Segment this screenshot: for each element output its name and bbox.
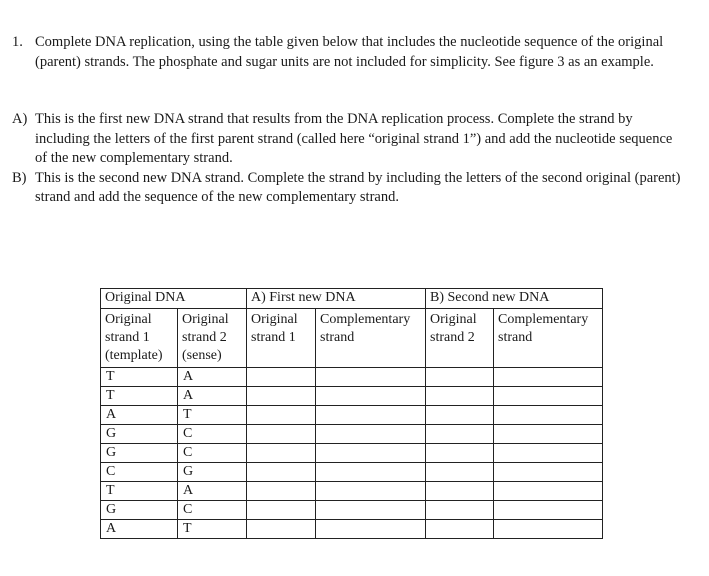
a-complementary-strand-cell[interactable]: [316, 425, 426, 444]
original-strand-2-cell: A: [178, 368, 247, 387]
b-complementary-strand-cell[interactable]: [494, 368, 603, 387]
table-row: [101, 520, 603, 539]
question-number: 1.: [12, 34, 23, 50]
b-original-strand-2-cell[interactable]: [426, 444, 494, 463]
a-original-strand-1-cell[interactable]: [247, 368, 316, 387]
a-original-strand-1-cell[interactable]: [247, 425, 316, 444]
dna-replication-table: [100, 288, 603, 539]
table-row: [101, 425, 603, 444]
group-header-first-new-dna: A) First new DNA: [247, 289, 426, 309]
b-original-strand-2-cell[interactable]: [426, 463, 494, 482]
a-complementary-strand-cell[interactable]: [316, 463, 426, 482]
original-strand-2-cell: C: [178, 444, 247, 463]
b-complementary-strand-cell[interactable]: [494, 387, 603, 406]
original-strand-1-cell: T: [101, 387, 178, 406]
original-strand-1-cell: G: [101, 425, 178, 444]
original-strand-2-cell: G: [178, 463, 247, 482]
original-strand-1-cell: T: [101, 368, 178, 387]
b-complementary-strand-cell[interactable]: [494, 444, 603, 463]
b-original-strand-2-cell[interactable]: [426, 520, 494, 539]
question-text: Complete DNA replication, using the table given below that includes the nucleotide sequence of the original (parent) strands. The phosphate and sugar units are not included for simplicity. See figure 3 as an example.: [35, 34, 664, 70]
b-original-strand-2-cell[interactable]: [426, 501, 494, 520]
original-strand-2-cell: T: [178, 520, 247, 539]
original-strand-2-cell: C: [178, 501, 247, 520]
a-complementary-strand-cell[interactable]: [316, 520, 426, 539]
b-complementary-strand-cell[interactable]: [494, 501, 603, 520]
original-strand-2-cell: A: [178, 482, 247, 501]
table-row: [101, 444, 603, 463]
b-complementary-strand-cell[interactable]: [494, 482, 603, 501]
a-original-strand-1-cell[interactable]: [247, 463, 316, 482]
col-header-b-original-strand-2: Original strand 2: [426, 309, 494, 368]
group-header-original-dna: Original DNA: [101, 289, 247, 309]
part-a: [12, 110, 682, 169]
sub-questions: [12, 110, 682, 208]
b-complementary-strand-cell[interactable]: [494, 425, 603, 444]
a-original-strand-1-cell[interactable]: [247, 501, 316, 520]
a-complementary-strand-cell[interactable]: [316, 406, 426, 425]
a-complementary-strand-cell[interactable]: [316, 444, 426, 463]
b-complementary-strand-cell[interactable]: [494, 463, 603, 482]
col-header-original-strand-1-template: Original strand 1 (template): [101, 309, 178, 368]
col-header-b-complementary-strand: Complementary strand: [494, 309, 603, 368]
table-row: [101, 463, 603, 482]
original-strand-1-cell: T: [101, 482, 178, 501]
a-complementary-strand-cell[interactable]: [316, 387, 426, 406]
original-strand-2-cell: C: [178, 425, 247, 444]
b-original-strand-2-cell[interactable]: [426, 387, 494, 406]
table-row: [101, 387, 603, 406]
part-b: [12, 169, 682, 208]
b-original-strand-2-cell[interactable]: [426, 368, 494, 387]
col-header-a-original-strand-1: Original strand 1: [247, 309, 316, 368]
a-original-strand-1-cell[interactable]: [247, 520, 316, 539]
table-row: [101, 482, 603, 501]
a-complementary-strand-cell[interactable]: [316, 482, 426, 501]
original-strand-1-cell: G: [101, 444, 178, 463]
b-complementary-strand-cell[interactable]: [494, 520, 603, 539]
a-complementary-strand-cell[interactable]: [316, 368, 426, 387]
column-header-row: [101, 309, 603, 368]
a-original-strand-1-cell[interactable]: [247, 444, 316, 463]
part-b-label: B): [12, 169, 27, 186]
part-b-text: This is the second new DNA strand. Complete the strand by including the letters of the second original (parent) strand and add the sequence of the new complementary strand.: [35, 169, 681, 205]
col-header-a-complementary-strand: Complementary strand: [316, 309, 426, 368]
a-original-strand-1-cell[interactable]: [247, 387, 316, 406]
b-original-strand-2-cell[interactable]: [426, 406, 494, 425]
a-original-strand-1-cell[interactable]: [247, 482, 316, 501]
table-row: [101, 368, 603, 387]
original-strand-1-cell: A: [101, 520, 178, 539]
original-strand-1-cell: C: [101, 463, 178, 482]
a-original-strand-1-cell[interactable]: [247, 406, 316, 425]
b-original-strand-2-cell[interactable]: [426, 482, 494, 501]
part-a-label: A): [12, 111, 28, 127]
col-header-original-strand-2-sense: Original strand 2 (sense): [178, 309, 247, 368]
table-row: [101, 406, 603, 425]
a-complementary-strand-cell[interactable]: [316, 501, 426, 520]
part-a-text: This is the first new DNA strand that results from the DNA replication process. Complete the strand by including the letters of the first parent strand (called here “original strand 1”) and add the nucleotide sequence of the new complementary strand.: [35, 111, 673, 166]
original-strand-1-cell: G: [101, 501, 178, 520]
group-header-second-new-dna: B) Second new DNA: [426, 289, 603, 309]
b-original-strand-2-cell[interactable]: [426, 425, 494, 444]
original-strand-2-cell: T: [178, 406, 247, 425]
question-1: [12, 33, 682, 72]
original-strand-1-cell: A: [101, 406, 178, 425]
original-strand-2-cell: A: [178, 387, 247, 406]
group-header-row: [101, 289, 603, 309]
table-body: [101, 368, 603, 539]
b-complementary-strand-cell[interactable]: [494, 406, 603, 425]
table-row: [101, 501, 603, 520]
